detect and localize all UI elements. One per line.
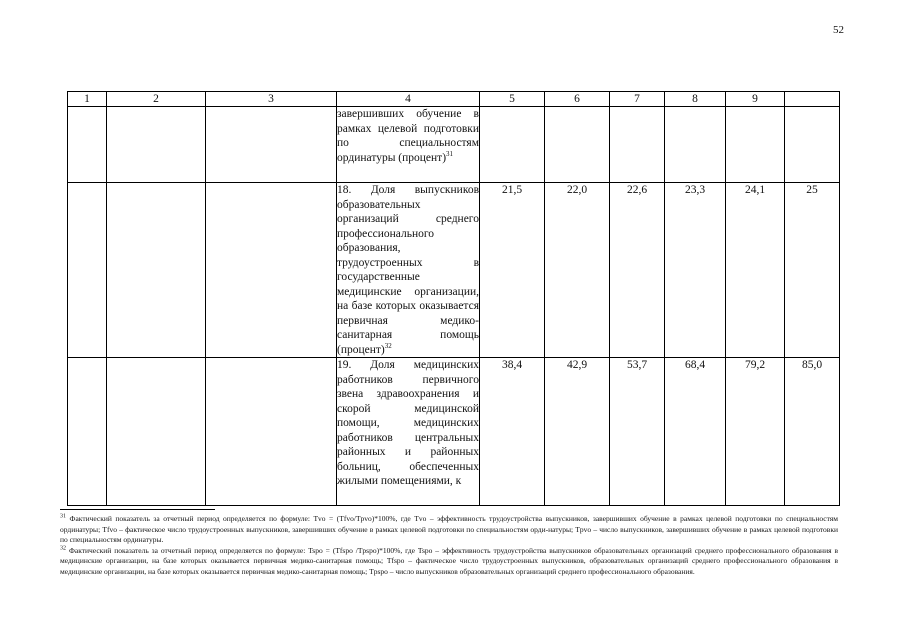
value-cell [480, 107, 545, 183]
indicator-description [337, 183, 480, 358]
indicator-text: 18. Доля выпускников образовательных организаций среднего профессионального образования, трудоустроенных в государственные медицинские организации, на базе которых оказывается первичная медико-санитарная помощь (процент) [337, 184, 479, 356]
table-cell [206, 107, 337, 183]
value-cell: 23,3 [665, 183, 726, 358]
value-cell: 85,0 [785, 358, 840, 506]
table-row [68, 107, 840, 183]
value-cell: 42,9 [545, 358, 610, 506]
column-header: 7 [610, 92, 665, 107]
footnote-text: Фактический показатель за отчетный период определяется по формуле: Tspo = (Tfspo /Tpspo)*100%, где Tspo – эффективность трудоустройства выпускников образовательных организаций среднего профессионального образования в медицинские организации, на базе которых оказывается первичная медико-санитарная помощь; Tfspo – фактическое число трудоустроенных выпускников, образовательных организаций среднего профессионального образования в медицинские организации, на базе которых оказывается первичная медико-санитарная помощь; Tpspo – число выпускников образовательных организаций среднего профессионального образования. [60, 545, 838, 576]
footnote-31 [60, 514, 838, 546]
table-cell [206, 358, 337, 506]
footnote-separator [60, 509, 215, 510]
column-header: 6 [545, 92, 610, 107]
table-cell [206, 183, 337, 358]
value-cell [545, 107, 610, 183]
column-header: 9 [726, 92, 785, 107]
footnote-text: Фактический показатель за отчетный период определяется по формуле: Tvo = (Tfvo/Tpvo)*100%, где Tvo – эффективность трудоустройства выпускников, завершивших обучение в рамках целевой подготовки по специальностям ординатуры; Tfvo – фактическое число трудоустроенных выпускников, завершивших обучение в рамках целевой подготовки по специальностям орди-натуры; Tpvo – число выпускников, завершивших обучение в рамках целевой подготовки по специальностям ординатуры. [60, 514, 839, 544]
value-cell: 22,6 [610, 183, 665, 358]
table-cell [68, 358, 107, 506]
table-cell [68, 107, 107, 183]
table-cell [107, 107, 206, 183]
value-cell: 25 [785, 183, 840, 358]
table-cell [68, 183, 107, 358]
value-cell: 22,0 [545, 183, 610, 358]
value-cell: 53,7 [610, 358, 665, 506]
value-cell: 21,5 [480, 183, 545, 358]
column-header: 1 [68, 92, 107, 107]
footnotes [60, 514, 838, 577]
indicator-text: 19. Доля медицинских работников первичного звена здравоохранения и скорой медицинской помощи, медицинских работников центральных районных и районных больниц, обеспеченных жилыми помещениями, к [337, 359, 479, 487]
page-number: 52 [833, 24, 844, 36]
indicator-description [337, 358, 480, 506]
value-cell: 79,2 [726, 358, 785, 506]
value-cell: 24,1 [726, 183, 785, 358]
footnote-mark: 31 [60, 513, 66, 520]
table-row [68, 183, 840, 358]
indicator-description [337, 107, 480, 183]
indicators-table [67, 91, 840, 506]
column-header: 4 [337, 92, 480, 107]
footnote-ref: 32 [384, 341, 392, 350]
indicator-text: завершивших обучение в рамках целевой подготовки по специальностям ординатуры (процент) [337, 108, 479, 164]
column-header: 8 [665, 92, 726, 107]
column-header [785, 92, 840, 107]
footnote-ref: 31 [446, 149, 454, 158]
column-header: 2 [107, 92, 206, 107]
column-header: 3 [206, 92, 337, 107]
value-cell [665, 107, 726, 183]
table-cell [107, 183, 206, 358]
value-cell [726, 107, 785, 183]
footnote-mark: 32 [60, 545, 66, 551]
value-cell [785, 107, 840, 183]
table-header-row [68, 92, 840, 107]
value-cell: 38,4 [480, 358, 545, 506]
column-header: 5 [480, 92, 545, 107]
value-cell: 68,4 [665, 358, 726, 506]
table-cell [107, 358, 206, 506]
table-row [68, 358, 840, 506]
footnote-32 [60, 546, 838, 578]
value-cell [610, 107, 665, 183]
